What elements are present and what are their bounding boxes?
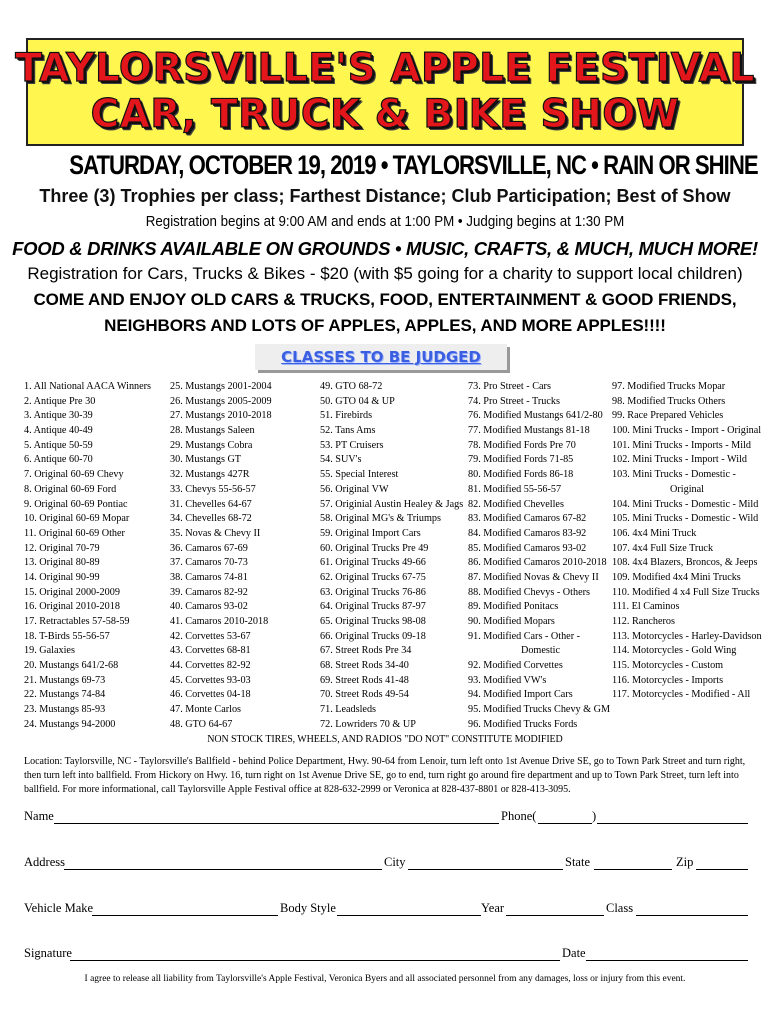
class-item: 64. Original Trucks 87-97 — [320, 601, 426, 613]
class-item: 18. T-Birds 55-56-57 — [24, 630, 110, 642]
class-item: 42. Corvettes 53-67 — [170, 630, 251, 642]
class-item: 35. Novas & Chevy II — [170, 527, 261, 539]
come-enjoy-line-1: COME AND ENJOY OLD CARS & TRUCKS, FOOD, ENTERTAINMENT & GOOD FRIENDS, — [33, 290, 737, 309]
class-item: 91. Modified Cars - Other - — [468, 630, 581, 642]
class-item: Domestic — [520, 645, 561, 657]
class-item: 43. Corvettes 68-81 — [170, 645, 251, 657]
form-row-address — [24, 853, 748, 873]
body-style-field[interactable] — [337, 915, 481, 916]
class-item: 98. Modified Trucks Others — [612, 395, 726, 407]
class-item: 13. Original 80-89 — [24, 557, 100, 569]
class-item: 54. SUV's — [320, 454, 362, 466]
class-item: 107. 4x4 Full Size Truck — [612, 542, 714, 554]
class-item: 10. Original 60-69 Mopar — [24, 513, 130, 525]
class-item: 19. Galaxies — [24, 645, 75, 657]
title-banner — [15, 38, 755, 146]
class-item: 36. Camaros 67-69 — [170, 542, 248, 554]
class-item: 85. Modified Camaros 93-02 — [468, 542, 587, 554]
class-item: 55. Special Interest — [320, 469, 399, 481]
class-item: 81. Modified 55-56-57 — [468, 483, 562, 495]
classes-column-5 — [612, 380, 762, 703]
class-item: 84. Modified Camaros 83-92 — [468, 527, 587, 539]
class-item: 109. Modified 4x4 Mini Trucks — [612, 571, 741, 583]
date-label: Date — [562, 946, 586, 960]
form-row-signature — [24, 944, 748, 964]
class-item: 79. Modified Fords 71-85 — [468, 454, 574, 466]
phone-area-code-field[interactable] — [538, 823, 592, 824]
class-item: 28. Mustangs Saleen — [170, 425, 255, 437]
state-label: State — [565, 855, 590, 869]
class-item: 2. Antique Pre 30 — [24, 395, 96, 407]
class-item: 110. Modified 4 x4 Full Size Trucks — [612, 586, 760, 598]
class-item: 87. Modified Novas & Chevy II — [468, 571, 599, 583]
year-field[interactable] — [506, 915, 604, 916]
come-enjoy-line-2: NEIGHBORS AND LOTS OF APPLES, APPLES, AND MORE APPLES!!!! — [104, 316, 666, 335]
class-item: 99. Race Prepared Vehicles — [612, 410, 724, 422]
year-label: Year — [481, 901, 505, 915]
class-item: 33. Chevys 55-56-57 — [170, 483, 256, 495]
class-item: 23. Mustangs 85-93 — [24, 704, 106, 716]
class-item: 29. Mustangs Cobra — [170, 439, 253, 451]
class-item: 105. Mini Trucks - Domestic - Wild — [612, 513, 759, 525]
vehicle-make-label: Vehicle Make — [24, 901, 94, 915]
state-field[interactable] — [594, 869, 672, 870]
class-item: 63. Original Trucks 76-86 — [320, 586, 426, 598]
class-item: 37. Camaros 70-73 — [170, 557, 248, 569]
class-label: Class — [606, 901, 634, 915]
class-item: 78. Modified Fords Pre 70 — [468, 439, 576, 451]
form-row-vehicle — [24, 899, 748, 919]
signature-field[interactable] — [70, 960, 560, 961]
city-label: City — [384, 855, 406, 869]
non-stock-note: NON STOCK TIRES, WHEELS, AND RADIOS "DO NOT" CONSTITUTE MODIFIED — [207, 734, 563, 745]
liability-release: I agree to release all liability from Taylorsville's Apple Festival, Veronica Byers and all associated personnel from any damages, loss or injury from this event. — [84, 974, 686, 984]
class-item: 38. Camaros 74-81 — [170, 571, 248, 583]
class-item: 59. Original Import Cars — [320, 527, 421, 539]
date-field[interactable] — [586, 960, 748, 961]
class-item: 62. Original Trucks 67-75 — [320, 571, 426, 583]
class-item: 8. Original 60-69 Ford — [24, 483, 117, 495]
class-item: 97. Modified Trucks Mopar — [612, 381, 726, 392]
class-item: Original — [670, 483, 704, 495]
class-item: 53. PT Cruisers — [320, 439, 384, 451]
class-item: 60. Original Trucks Pre 49 — [320, 542, 429, 554]
class-item: 58. Original MG's & Triumps — [320, 513, 441, 525]
class-item: 57. Originial Austin Healey & Jags — [320, 498, 464, 510]
class-item: 69. Street Rods 41-48 — [320, 674, 409, 686]
class-item: 34. Chevelles 68-72 — [170, 513, 252, 525]
registration-time-line: Registration begins at 9:00 AM and ends at 1:00 PM • Judging begins at 1:30 PM — [145, 214, 625, 230]
class-item: 31. Chevelles 64-67 — [170, 498, 252, 510]
address-label: Address — [24, 855, 65, 869]
banner-title-line-2: CAR, TRUCK & BIKE SHOW — [90, 92, 680, 137]
phone-label: Phone( — [501, 809, 537, 823]
class-item: 117. Motorcycles - Modified - All — [612, 689, 751, 701]
class-item: 96. Modified Trucks Fords — [468, 718, 578, 730]
class-item: 16. Original 2010-2018 — [24, 601, 120, 613]
class-item: 102. Mini Trucks - Import - Wild — [612, 454, 747, 466]
class-item: 82. Modified Chevelles — [468, 498, 564, 510]
class-item: 61. Original Trucks 49-66 — [320, 557, 426, 569]
class-item: 1. All National AACA Winners — [24, 381, 152, 392]
class-item: 83. Modified Camaros 67-82 — [468, 513, 587, 525]
class-item: 12. Original 70-79 — [24, 542, 100, 554]
class-item: 51. Firebirds — [320, 410, 373, 422]
class-item: 66. Original Trucks 09-18 — [320, 630, 426, 642]
location-directions: Location: Taylorsville, NC - Taylorsville's Ballfield - behind Police Department, Hwy. 90-64 from Lenoir, turn left onto 1st Avenue Drive SE, go to Town Park Street and turn right, then turn left into ballfield. From Hickory on Hwy. 16, turn right on 1st Avenue Drive SE, go to end, turn right go around fire department and up to Town Park Street, turn left into ballfield. For more informational, call Taylorsville Apple Festival office at 828-632-2999 or Veronica at 828-437-8801 or 828-413-3095. — [24, 756, 746, 795]
registration-fee-line: Registration for Cars, Trucks & Bikes - $20 (with $5 going for a charity to support local children) — [27, 264, 743, 283]
class-item: 113. Motorcycles - Harley-Davidson — [612, 630, 762, 642]
city-field[interactable] — [408, 869, 563, 870]
class-item: 6. Antique 60-70 — [24, 454, 93, 466]
name-label: Name — [24, 809, 54, 823]
form-row-name-phone — [24, 807, 748, 827]
class-item: 40. Camaros 93-02 — [170, 601, 248, 613]
class-item: 112. Rancheros — [612, 616, 675, 627]
classes-column-2 — [170, 380, 320, 733]
class-item: 76. Modified Mustangs 641/2-80 — [468, 410, 603, 422]
class-item: 41. Camaros 2010-2018 — [170, 616, 269, 627]
class-item: 103. Mini Trucks - Domestic - — [612, 469, 736, 481]
class-item: 47. Monte Carlos — [170, 704, 242, 716]
class-item: 22. Mustangs 74-84 — [24, 689, 106, 701]
class-item: 17. Retractables 57-58-59 — [24, 616, 130, 627]
class-item: 72. Lowriders 70 & UP — [320, 718, 416, 730]
class-item: 88. Modified Chevys - Others — [468, 586, 590, 598]
food-drinks-line: FOOD & DRINKS AVAILABLE ON GROUNDS • MUSIC, CRAFTS, & MUCH, MUCH MORE! — [12, 238, 758, 259]
class-item: 14. Original 90-99 — [24, 571, 100, 583]
class-item: 48. GTO 64-67 — [170, 718, 233, 730]
class-item: 68. Street Rods 34-40 — [320, 660, 409, 672]
class-item: 26. Mustangs 2005-2009 — [170, 395, 272, 407]
class-item: 7. Original 60-69 Chevy — [24, 469, 124, 481]
class-item: 92. Modified Corvettes — [468, 660, 563, 672]
class-item: 100. Mini Trucks - Import - Original — [612, 425, 762, 437]
classes-heading: CLASSES TO BE JUDGED — [255, 344, 507, 370]
class-item: 44. Corvettes 82-92 — [170, 660, 251, 672]
class-item: 30. Mustangs GT — [170, 454, 242, 466]
class-item: 80. Modified Fords 86-18 — [468, 469, 574, 481]
classes-column-4 — [468, 380, 613, 733]
class-item: 111. El Caminos — [612, 601, 680, 613]
class-item: 116. Motorcycles - Imports — [612, 674, 724, 686]
class-item: 49. GTO 68-72 — [320, 381, 383, 392]
class-item: 73. Pro Street - Cars — [468, 381, 551, 392]
class-item: 67. Street Rods Pre 34 — [320, 645, 412, 657]
class-item: 9. Original 60-69 Pontiac — [24, 498, 128, 510]
class-item: 52. Tans Ams — [320, 425, 376, 437]
trophies-line: Three (3) Trophies per class; Farthest Distance; Club Participation; Best of Show — [39, 186, 731, 206]
class-item: 46. Corvettes 04-18 — [170, 689, 251, 701]
class-item: 74. Pro Street - Trucks — [468, 395, 560, 407]
class-item: 56. Original VW — [320, 483, 389, 495]
class-item: 24. Mustangs 94-2000 — [24, 718, 116, 730]
class-item: 25. Mustangs 2001-2004 — [170, 381, 272, 392]
class-item: 95. Modified Trucks Chevy & GM — [468, 704, 611, 716]
vehicle-make-field[interactable] — [92, 915, 278, 916]
class-item: 4. Antique 40-49 — [24, 425, 93, 437]
phone-paren-close: ) — [592, 809, 597, 823]
class-item: 114. Motorcycles - Gold Wing — [612, 645, 737, 657]
class-item: 94. Modified Import Cars — [468, 689, 573, 701]
address-field[interactable] — [64, 869, 382, 870]
class-item: 70. Street Rods 49-54 — [320, 689, 409, 701]
class-item: 89. Modified Ponitacs — [468, 601, 559, 613]
class-item: 108. 4x4 Blazers, Broncos, & Jeeps — [612, 557, 758, 569]
class-item: 101. Mini Trucks - Imports - Mild — [612, 439, 751, 451]
class-item: 104. Mini Trucks - Domestic - Mild — [612, 498, 759, 510]
class-item: 71. Leadsleds — [320, 704, 377, 716]
name-field[interactable] — [54, 823, 499, 824]
class-item: 5. Antique 50-59 — [24, 439, 93, 451]
class-field[interactable] — [636, 915, 748, 916]
class-item: 77. Modified Mustangs 81-18 — [468, 425, 590, 437]
classes-column-1 — [24, 380, 172, 733]
classes-column-3 — [320, 380, 470, 733]
class-item: 32. Mustangs 427R — [170, 469, 250, 481]
banner-title-line-1: TAYLORSVILLE'S APPLE FESTIVAL — [15, 46, 755, 91]
body-style-label: Body Style — [280, 901, 336, 915]
phone-number-field[interactable] — [597, 823, 748, 824]
class-item: 11. Original 60-69 Other — [24, 527, 125, 539]
class-item: 27. Mustangs 2010-2018 — [170, 410, 272, 422]
class-item: 20. Mustangs 641/2-68 — [24, 660, 119, 672]
class-item: 90. Modified Mopars — [468, 616, 555, 627]
class-item: 50. GTO 04 & UP — [320, 395, 395, 407]
zip-field[interactable] — [696, 869, 748, 870]
class-item: 106. 4x4 Mini Truck — [612, 527, 697, 539]
class-item: 39. Camaros 82-92 — [170, 586, 248, 598]
class-item: 15. Original 2000-2009 — [24, 586, 120, 598]
class-item: 21. Mustangs 69-73 — [24, 674, 106, 686]
class-item: 115. Motorcycles - Custom — [612, 660, 724, 672]
event-date-line: SATURDAY, OCTOBER 19, 2019 • TAYLORSVILLE, NC • RAIN OR SHINE — [69, 150, 758, 180]
class-item: 65. Original Trucks 98-08 — [320, 616, 426, 627]
signature-label: Signature — [24, 946, 72, 960]
class-item: 3. Antique 30-39 — [24, 410, 93, 422]
zip-label: Zip — [676, 855, 694, 869]
class-item: 86. Modified Camaros 2010-2018 — [468, 557, 607, 569]
class-item: 45. Corvettes 93-03 — [170, 674, 251, 686]
class-item: 93. Modified VW's — [468, 674, 547, 686]
